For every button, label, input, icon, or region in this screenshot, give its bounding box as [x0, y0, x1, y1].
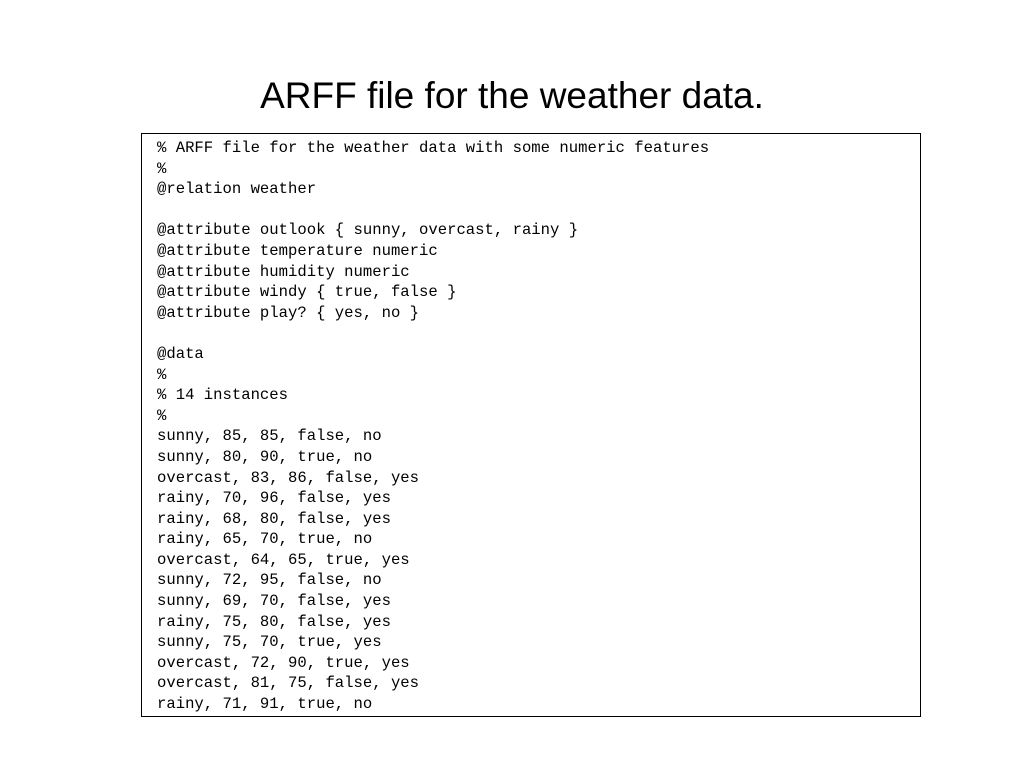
code-line: @data — [157, 344, 204, 363]
code-line: rainy, 75, 80, false, yes — [157, 612, 391, 631]
code-line: sunny, 85, 85, false, no — [157, 427, 382, 446]
code-line: overcast, 81, 75, false, yes — [157, 674, 420, 693]
code-line: @attribute play? { yes, no } — [157, 303, 420, 322]
code-line: sunny, 72, 95, false, no — [157, 571, 382, 590]
slide-title: ARFF file for the weather data. — [260, 75, 764, 116]
code-line: % 14 instances — [157, 386, 289, 405]
code-line — [157, 200, 912, 221]
code-line: % — [157, 159, 167, 178]
code-line: @attribute windy { true, false } — [157, 283, 457, 302]
code-line — [157, 323, 912, 344]
code-line: overcast, 83, 86, false, yes — [157, 468, 420, 487]
arff-code-lines — [157, 138, 912, 715]
code-line: @attribute temperature numeric — [157, 241, 438, 260]
code-line: % — [157, 406, 167, 425]
code-line: @attribute outlook { sunny, overcast, rainy } — [157, 221, 579, 240]
arff-code-box — [141, 133, 921, 717]
code-line: overcast, 64, 65, true, yes — [157, 550, 410, 569]
code-line: @attribute humidity numeric — [157, 262, 410, 281]
code-line: sunny, 75, 70, true, yes — [157, 633, 382, 652]
code-line: rainy, 65, 70, true, no — [157, 530, 373, 549]
code-line: rainy, 71, 91, true, no — [157, 695, 373, 714]
code-line: rainy, 68, 80, false, yes — [157, 509, 391, 528]
code-line: % — [157, 365, 167, 384]
code-line: sunny, 80, 90, true, no — [157, 447, 373, 466]
code-line: % ARFF file for the weather data with some numeric features — [157, 139, 710, 157]
code-line: overcast, 72, 90, true, yes — [157, 653, 410, 672]
code-line: @relation weather — [157, 180, 317, 199]
code-line: rainy, 70, 96, false, yes — [157, 489, 391, 508]
code-line: sunny, 69, 70, false, yes — [157, 592, 391, 611]
